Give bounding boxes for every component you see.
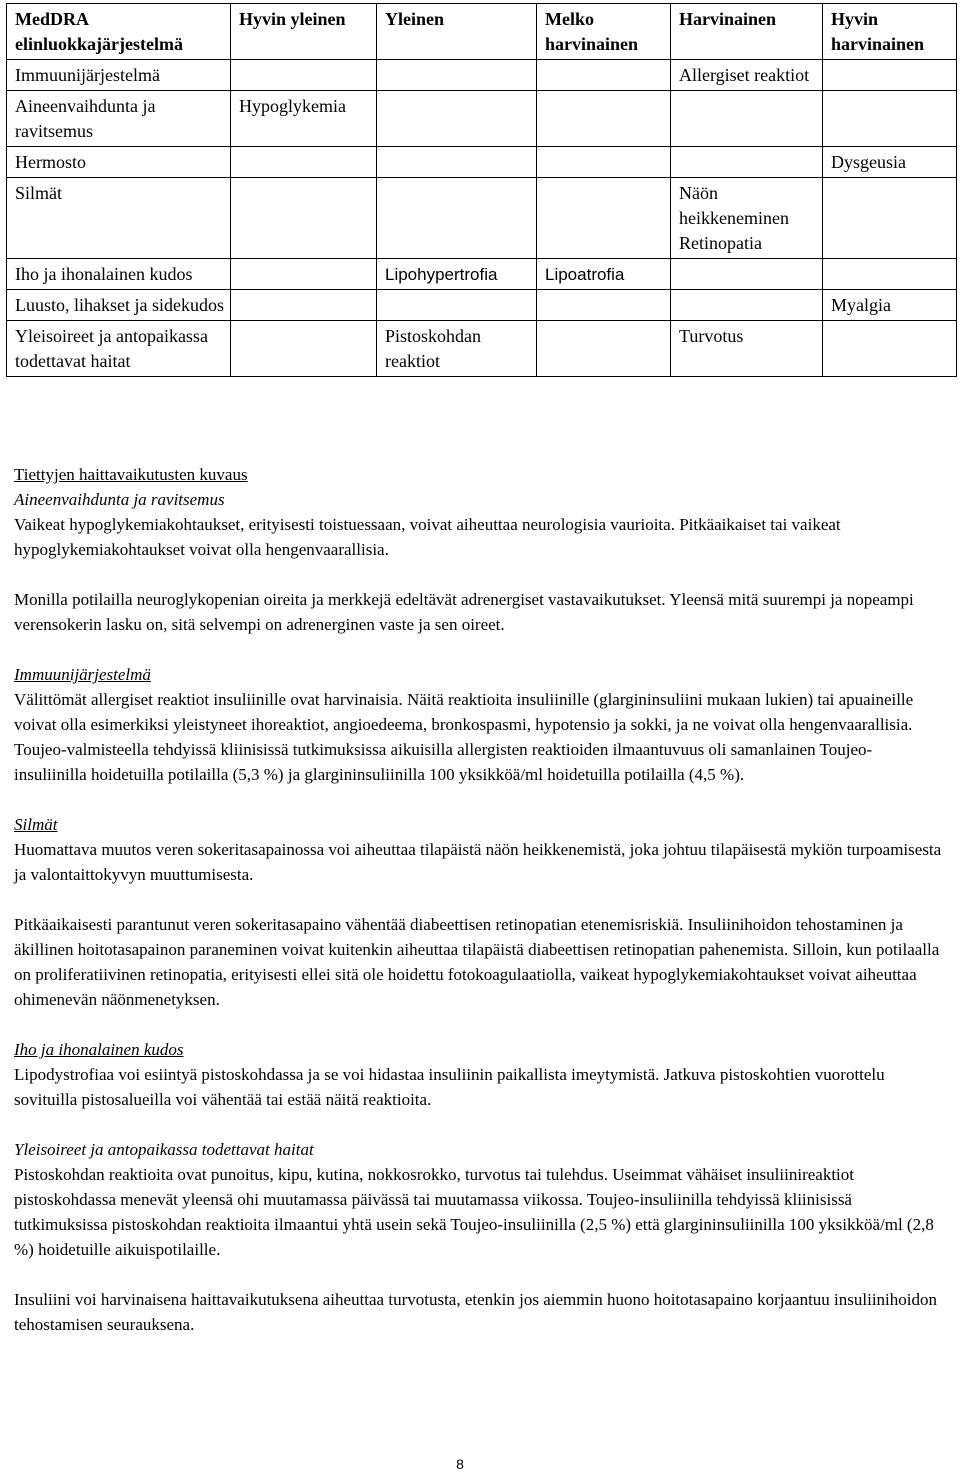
rare-cell [671,147,823,178]
uncommon-cell [537,178,671,259]
section-title: Tiettyjen haittavaikutusten kuvaus [14,465,248,484]
soc-cell: Aineenvaihdunta ja ravitsemus [7,91,231,147]
table-row [7,321,957,377]
table-row [7,60,957,91]
section-heading-eyes: Silmät [14,815,58,834]
very-common-cell [231,321,377,377]
rare-cell [671,290,823,321]
paragraph: Pistoskohdan reaktioita ovat punoitus, kipu, kutina, nokkosrokko, turvotus tai tulehdus. Useimmat vähäiset insuliinireaktiot pistoskohdassa menevät yleensä ohi muutamassa päivässä tai muutamassa viikossa. Toujeo-insuliinilla tehdyissä kliinisissä tutkimuksissa pistoskohdan reaktioita ilmaantui yhtä usein sekä Toujeo-insuliinilla (2,5 %) että glargininsuliinilla 100 yksikköä/ml (2,8 %) hoidetuille aikuispotilaille. [14,1165,934,1259]
rare-cell [671,91,823,147]
table-row [7,290,957,321]
header-rare: Harvinainen [671,4,823,60]
very-rare-cell [823,91,957,147]
common-cell [377,91,537,147]
rare-cell: Turvotus [671,321,823,377]
uncommon-cell: Lipoatrofia [537,259,671,290]
paragraph: Lipodystrofiaa voi esiintyä pistoskohdassa ja se voi hidastaa insuliinin paikallista imeytymistä. Jatkuva pistoskohtien vuorottelu sovituilla pistosalueilla voi vähentää tai estää näitä reaktioita. [14,1065,885,1109]
common-cell [377,290,537,321]
uncommon-cell [537,91,671,147]
paragraph: Välittömät allergiset reaktiot insuliinille ovat harvinaisia. Näitä reaktioita insuliinille (glargininsuliini mukaan lukien) tai apuaineille voivat olla esimerkiksi yleistyneet ihoreaktiot, angioedeema, bronkospasmi, hypotensio ja sokki, ja ne voivat olla hengenvaarallisia. Toujeo-valmisteella tehdyissä kliinisissä tutkimuksissa aikuisilla allergisten reaktioiden ilmaantuvuus oli samanlainen Toujeo-insuliinilla hoidetuilla potilailla (5,3 %) ja glargininsuliinilla 100 yksikköä/ml hoidetuilla potilailla (4,5 %). [14,690,914,784]
header-very-rare: Hyvin harvinainen [823,4,957,60]
table-row [7,178,957,259]
common-cell [377,178,537,259]
common-cell [377,60,537,91]
paragraph: Pitkäaikaisesti parantunut veren sokeritasapaino vähentää diabeettisen retinopatian etenemisriskiä. Insuliinihoidon tehostaminen ja äkillinen hoitotasapainon paraneminen voivat kuitenkin aiheuttaa tilapäistä diabeettisen retinopatian pahenemista. Silloin, kun potilaalla on proliferatiivinen retinopatia, erityisesti ellei sitä ole hoidettu fotokoagulaatiolla, vaikeat hypoglykemiakohtaukset voivat aiheuttaa ohimenevän näönmenetyksen. [14,915,940,1009]
common-cell: Lipohypertrofia [377,259,537,290]
uncommon-cell [537,321,671,377]
table-row [7,147,957,178]
table-row [7,91,957,147]
table-row [7,259,957,290]
paragraph: Huomattava muutos veren sokeritasapainossa voi aiheuttaa tilapäistä näön heikkenemistä, joka johtuu tilapäisestä mykiön turpoamisesta ja valontaittokyvyn muuttumisesta. [14,840,942,884]
soc-cell: Hermosto [7,147,231,178]
rare-cell [671,259,823,290]
uncommon-cell [537,60,671,91]
section-heading-metabolism: Aineenvaihdunta ja ravitsemus [14,490,225,509]
very-rare-cell: Myalgia [823,290,957,321]
page-number: 8 [456,1456,464,1472]
soc-cell: Iho ja ihonalainen kudos [7,259,231,290]
rare-cell: Näön heikkeneminen Retinopatia [671,178,823,259]
very-rare-cell [823,178,957,259]
very-rare-cell [823,321,957,377]
very-rare-cell [823,60,957,91]
very-common-cell [231,259,377,290]
header-uncommon: Melko harvinainen [537,4,671,60]
soc-cell: Luusto, lihakset ja sidekudos [7,290,231,321]
soc-cell: Yleisoireet ja antopaikassa todettavat haitat [7,321,231,377]
very-common-cell [231,178,377,259]
common-cell: Pistoskohdan reaktiot [377,321,537,377]
very-common-cell: Hypoglykemia [231,91,377,147]
header-soc: MedDRA elinluokkajärjestelmä [7,4,231,60]
uncommon-cell [537,290,671,321]
very-common-cell [231,60,377,91]
common-cell [377,147,537,178]
paragraph: Insuliini voi harvinaisena haittavaikutuksena aiheuttaa turvotusta, etenkin jos aiemmin huono hoitotasapaino korjaantuu insuliinihoidon tehostamisen seurauksena. [14,1290,938,1334]
soc-cell: Immuunijärjestelmä [7,60,231,91]
paragraph: Monilla potilailla neuroglykopenian oireita ja merkkejä edeltävät adrenergiset vastavaikutukset. Yleensä mitä suurempi ja nopeampi verensokerin lasku on, sitä selvempi on adrenerginen vaste ja sen oireet. [14,590,914,634]
paragraph: Vaikeat hypoglykemiakohtaukset, erityisesti toistuessaan, voivat aiheuttaa neurologisia vaurioita. Pitkäaikaiset tai vaikeat hypoglykemiakohtaukset voivat olla hengenvaarallisia. [14,515,841,559]
section-heading-general: Yleisoireet ja antopaikassa todettavat haitat [14,1140,314,1159]
adverse-effects-description [14,462,944,1337]
header-common: Yleinen [377,4,537,60]
header-very-common: Hyvin yleinen [231,4,377,60]
section-heading-immune: Immuunijärjestelmä [14,665,151,684]
very-rare-cell: Dysgeusia [823,147,957,178]
soc-cell: Silmät [7,178,231,259]
very-common-cell [231,147,377,178]
uncommon-cell [537,147,671,178]
very-rare-cell [823,259,957,290]
section-heading-skin: Iho ja ihonalainen kudos [14,1040,184,1059]
very-common-cell [231,290,377,321]
rare-cell: Allergiset reaktiot [671,60,823,91]
adverse-reactions-table [6,3,957,377]
